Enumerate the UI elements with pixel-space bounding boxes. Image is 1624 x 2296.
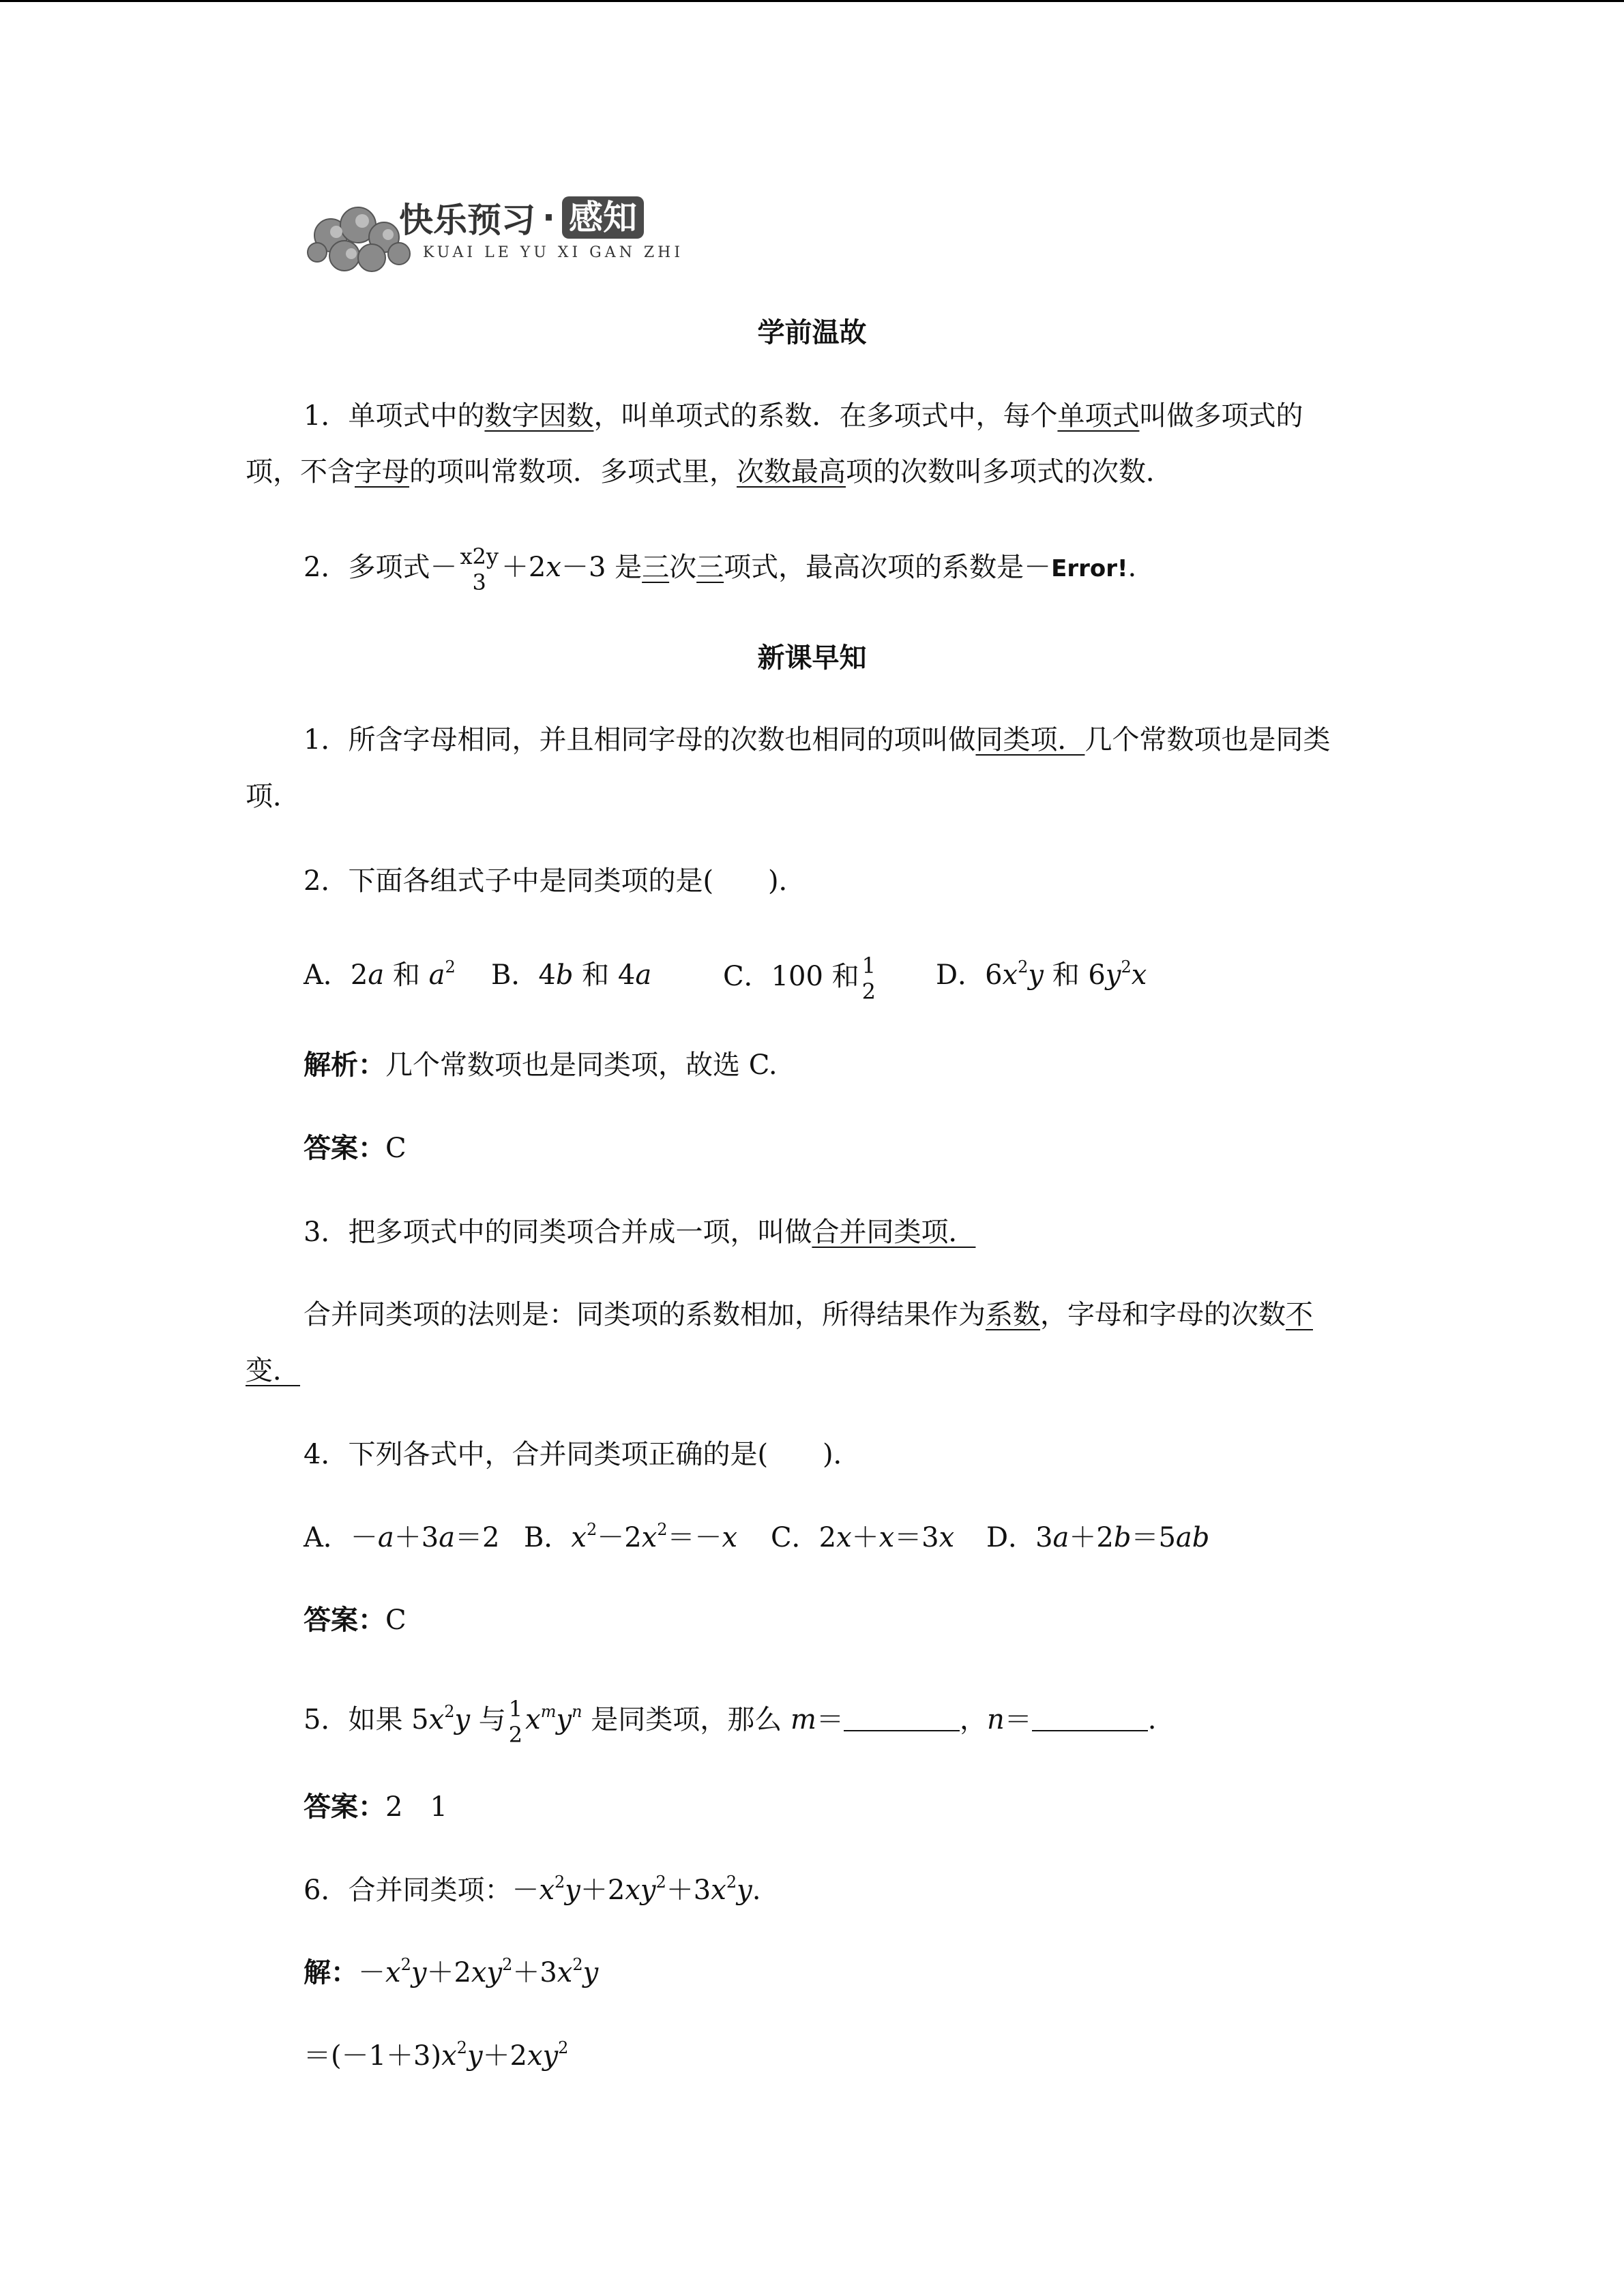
new-q6-stem: 6．合并同类项：$-x^2y+2xy^2+3x^2y$. bbox=[304, 1873, 761, 1906]
banner-dot: · bbox=[542, 198, 555, 237]
review-q1-line1: 1．单项式中的数字因数，叫单项式的系数．在多项式中，每个单项式叫做多项式的 bbox=[304, 400, 1303, 432]
blank-m bbox=[844, 1703, 960, 1731]
new-q4-option-c: C．2x＋x＝3x bbox=[771, 1522, 955, 1553]
new-q6-solution-line2: $=(-1+3)x^2y+2xy^2$ bbox=[304, 2038, 569, 2072]
new-q4-option-a: A．－a＋3a＝2 bbox=[304, 1522, 500, 1553]
new-q2-analysis: 解析：几个常数项也是同类项，故选 C. bbox=[304, 1049, 778, 1081]
new-q4-option-b: B．$x^2-2x^2=-x$ bbox=[524, 1520, 738, 1553]
banner-tag: 感知 bbox=[562, 196, 644, 239]
banner-title: 快乐预习 bbox=[399, 200, 535, 240]
new-q3-rule-line2: 变． bbox=[246, 1355, 300, 1386]
blank-n bbox=[1032, 1703, 1148, 1731]
review-q1-line2: 项，不含字母的项叫常数项．多项式里，次数最高项的次数叫多项式的次数． bbox=[246, 456, 1173, 488]
new-q1-line1: 1．所含字母相同，并且相同字母的次数也相同的项叫做同类项．几个常数项也是同类 bbox=[304, 724, 1331, 756]
new-q4-option-d: D．3a＋2b＝5ab bbox=[986, 1522, 1210, 1553]
review-q2: 2．多项式－ x2y 3 ＋2x－3 是三次三项式，最高次项的系数是－Error!. bbox=[304, 543, 1137, 595]
new-q3-rule-line1: 合并同类项的法则是：同类项的系数相加，所得结果作为系数，字母和字母的次数不 bbox=[304, 1299, 1313, 1330]
page-top-border bbox=[0, 0, 1624, 2]
new-q4-stem: 4．下列各式中，合并同类项正确的是( )． bbox=[304, 1439, 861, 1470]
new-q2-option-c: C．100 和 1 2 bbox=[723, 953, 876, 1004]
new-q4-answer: 答案：C bbox=[304, 1605, 407, 1636]
new-q3-line1: 3．把多项式中的同类项合并成一项，叫做合并同类项． bbox=[304, 1217, 976, 1248]
new-q2-option-a: A．2a 和 $a^2$ bbox=[304, 957, 456, 991]
new-q5: 5．如果 $5x^2y$ 与 1 2 $x^my^n$ 是同类项，那么 m＝ ，n＝ . bbox=[304, 1696, 1157, 1748]
new-q5-answer: 答案：2 1 bbox=[304, 1791, 447, 1823]
new-q6-solution-line1: 解：$-x^2y+2xy^2+3x^2y$ bbox=[304, 1955, 599, 1988]
new-course-heading: 新课早知 bbox=[757, 642, 867, 674]
new-q1-line2: 项． bbox=[246, 781, 300, 812]
banner-title-row bbox=[399, 196, 644, 239]
section-banner bbox=[304, 191, 692, 276]
new-q2-option-b: B．4b 和 4a bbox=[491, 959, 652, 991]
new-q2-stem: 2．下面各组式子中是同类项的是( )． bbox=[304, 865, 806, 897]
banner-subtitle: KUAI LE YU XI GAN ZHI bbox=[423, 244, 684, 261]
review-heading: 学前温故 bbox=[757, 317, 867, 348]
new-q2-option-d: D．$6x^2y$ 和 $6y^2x$ bbox=[936, 957, 1147, 991]
new-q2-answer: 答案：C bbox=[304, 1133, 407, 1164]
